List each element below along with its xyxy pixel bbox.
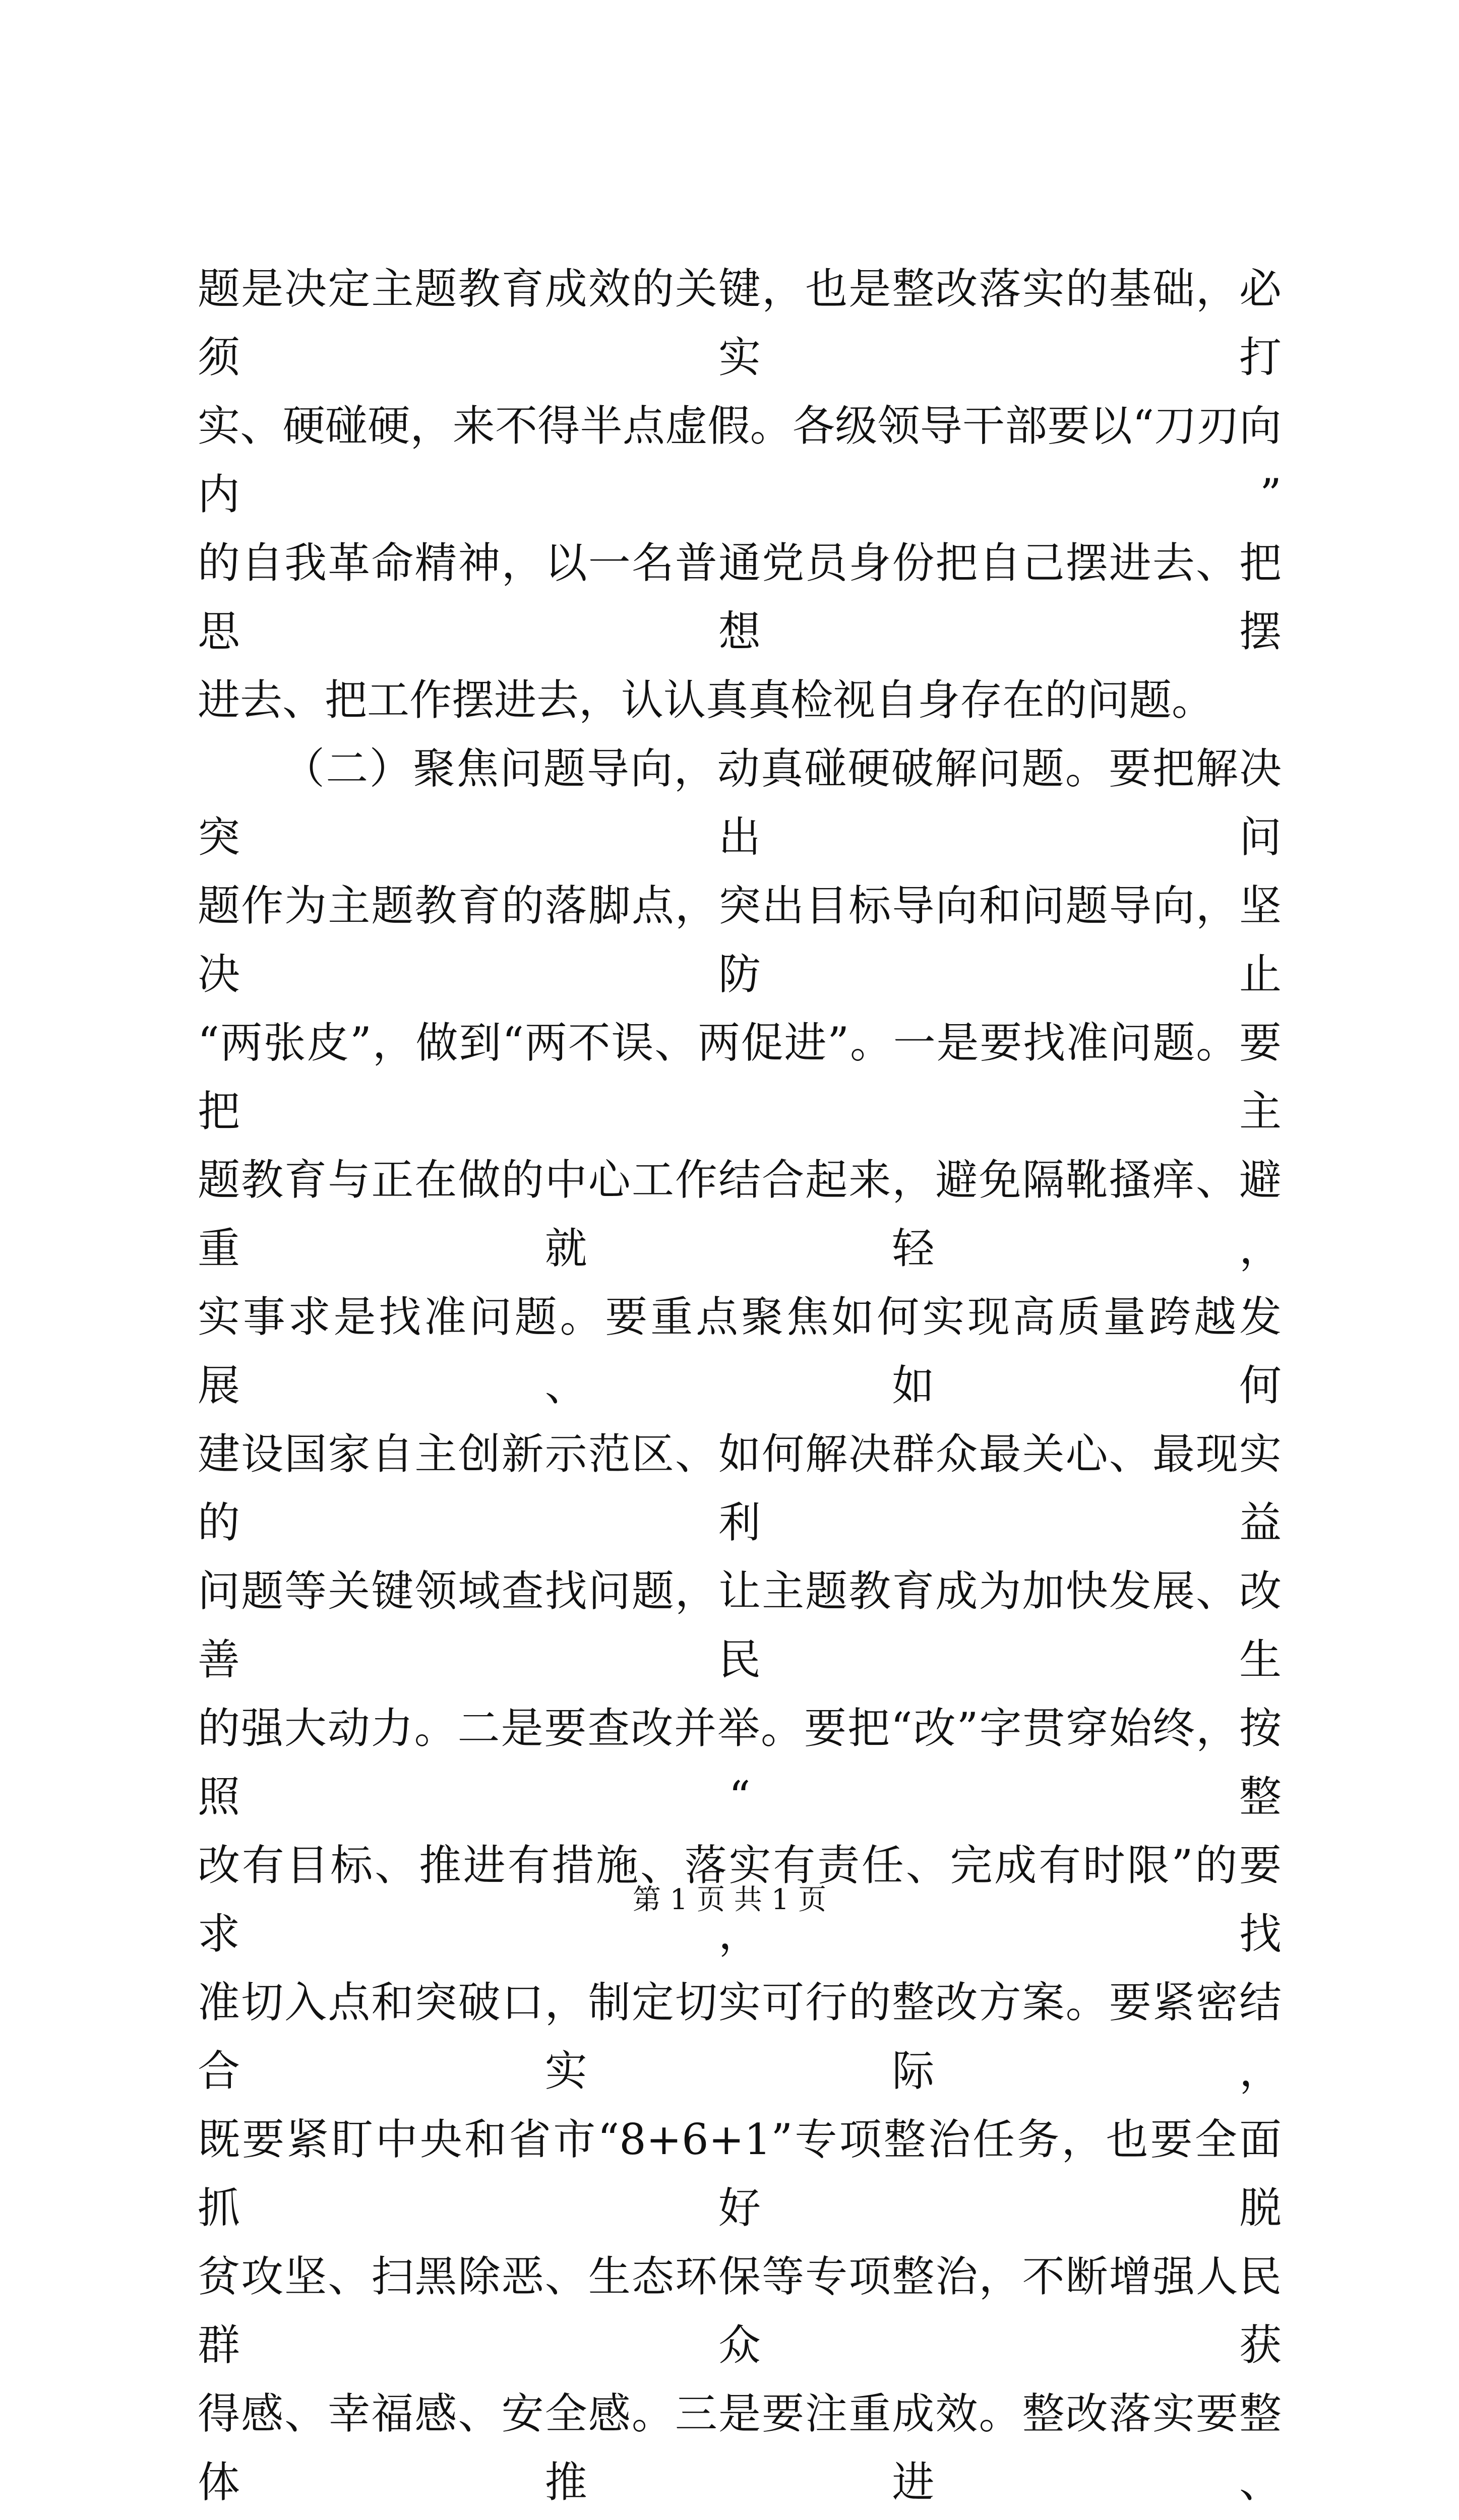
paragraph-line: 题是决定主题教育成效的关键，也是整改落实的基础，必须实打 <box>198 264 1282 382</box>
paragraph-line: 建设国家自主创新示范区、如何解决群众最关心、最现实的利益 <box>198 1429 1282 1547</box>
paragraph-line <box>198 2516 1282 2520</box>
paragraph-line: 题作为主题教育的落脚点，突出目标导向和问题导向，坚决防止 <box>198 881 1282 999</box>
paragraph-line: “两张皮”，做到“两不误、两促进”。一是要找准问题。要把主 <box>198 1018 1282 1136</box>
paragraph-line: 既要紧盯中央和省市“8+6+1”专项整治任务，也要全面抓好脱 <box>198 2115 1282 2233</box>
paragraph-line: 实、硬碰硬，来不得半点虚假。各级领导干部要以“刀刃向内” <box>198 401 1282 519</box>
paragraph-line: 的强大动力。二是要查改并举。要把“改”字贯穿始终，按照“整 <box>198 1704 1282 1821</box>
paragraph-line: 实事求是找准问题。要重点聚焦如何实现高质量跨越发展、如何 <box>198 1292 1282 1410</box>
paragraph-line: 贫攻坚、扫黑除恶、生态环保等专项整治，不断增强人民群众获 <box>198 2252 1282 2370</box>
paragraph-line: 问题等关键领域查找问题，让主题教育成为加快发展、改善民生 <box>198 1566 1282 1684</box>
paragraph-line: 的自我革命精神，以一名普通党员身份把自己摆进去、把思想摆 <box>198 538 1282 656</box>
paragraph-line: 题教育与正在做的中心工作结合起来，避免隔靴搔痒、避重就轻， <box>198 1155 1282 1273</box>
page-number-footer: 第 1 页 共 1 页 <box>632 1883 827 1916</box>
section-heading-line: （二）聚焦问题导向，动真碰硬破解问题。要把解决突出问 <box>198 744 1282 862</box>
paragraph-line: 得感、幸福感、安全感。三是要注重成效。整改落实要整体推进、 <box>198 2389 1282 2507</box>
document-body <box>198 255 1282 2520</box>
paragraph-line: 进去、把工作摆进去，认认真真检视自身存在的问题。 <box>198 675 1214 725</box>
paragraph-line: 改有目标、推进有措施、落实有责任、完成有时限”的要求，找 <box>198 1841 1282 1959</box>
paragraph-line: 准切入点和突破口，制定切实可行的整改方案。要紧密结合实际， <box>198 1978 1282 2096</box>
